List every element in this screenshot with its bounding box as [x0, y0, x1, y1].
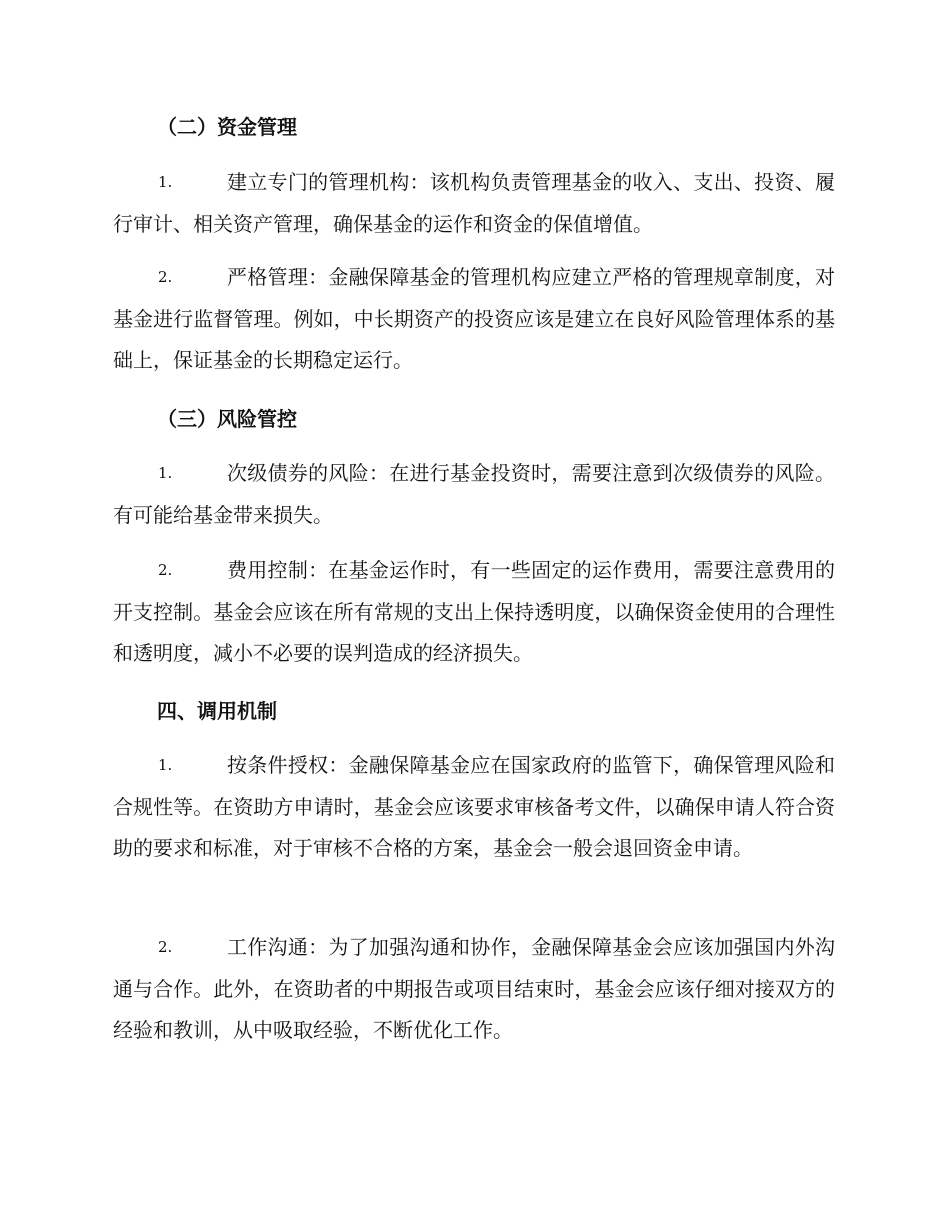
list-item	[113, 745, 835, 870]
list-item	[113, 257, 835, 382]
list-item-number: 1.	[158, 756, 173, 774]
list-item	[113, 927, 835, 1052]
section-heading-allocation-mechanism: 四、调用机制	[157, 699, 277, 723]
list-item-text: 建立专门的管理机构：该机构负责管理基金的收入、支出、投资、履行审计、相关资产管理，确保基金的运作和资金的保值增值。	[113, 170, 835, 236]
list-item-text: 工作沟通：为了加强沟通和协作，金融保障基金会应该加强国内外沟通与合作。此外，在资助者的中期报告或项目结束时，基金会应该仔细对接双方的经验和教训，从中吸取经验，不断优化工作。	[113, 935, 835, 1043]
list-item-text: 费用控制：在基金运作时，有一些固定的运作费用，需要注意费用的开支控制。基金会应该在所有常规的支出上保持透明度，以确保资金使用的合理性和透明度，减小不必要的误判造成的经济损失。	[113, 558, 835, 666]
list-item-number: 2.	[158, 268, 173, 286]
list-item-text: 严格管理：金融保障基金的管理机构应建立严格的管理规章制度，对基金进行监督管理。例如，中长期资产的投资应该是建立在良好风险管理体系的基础上，保证基金的长期稳定运行。	[113, 265, 835, 373]
section-heading-capital-management: （二）资金管理	[157, 115, 297, 139]
list-item-number: 1.	[158, 173, 173, 191]
list-item-text: 按条件授权：金融保障基金应在国家政府的监管下，确保管理风险和合规性等。在资助方申请时，基金会应该要求审核备考文件，以确保申请人符合资助的要求和标准，对于审核不合格的方案，基金会一般会退回资金申请。	[113, 753, 835, 861]
list-item	[113, 162, 835, 245]
list-item	[113, 453, 835, 536]
list-item-number: 1.	[158, 464, 173, 482]
list-item-text: 次级债券的风险：在进行基金投资时，需要注意到次级债券的风险。有可能给基金带来损失。	[113, 461, 835, 527]
list-item	[113, 550, 835, 675]
section-heading-risk-control: （三）风险管控	[157, 407, 297, 431]
list-item-number: 2.	[158, 938, 173, 956]
list-item-number: 2.	[158, 561, 173, 579]
